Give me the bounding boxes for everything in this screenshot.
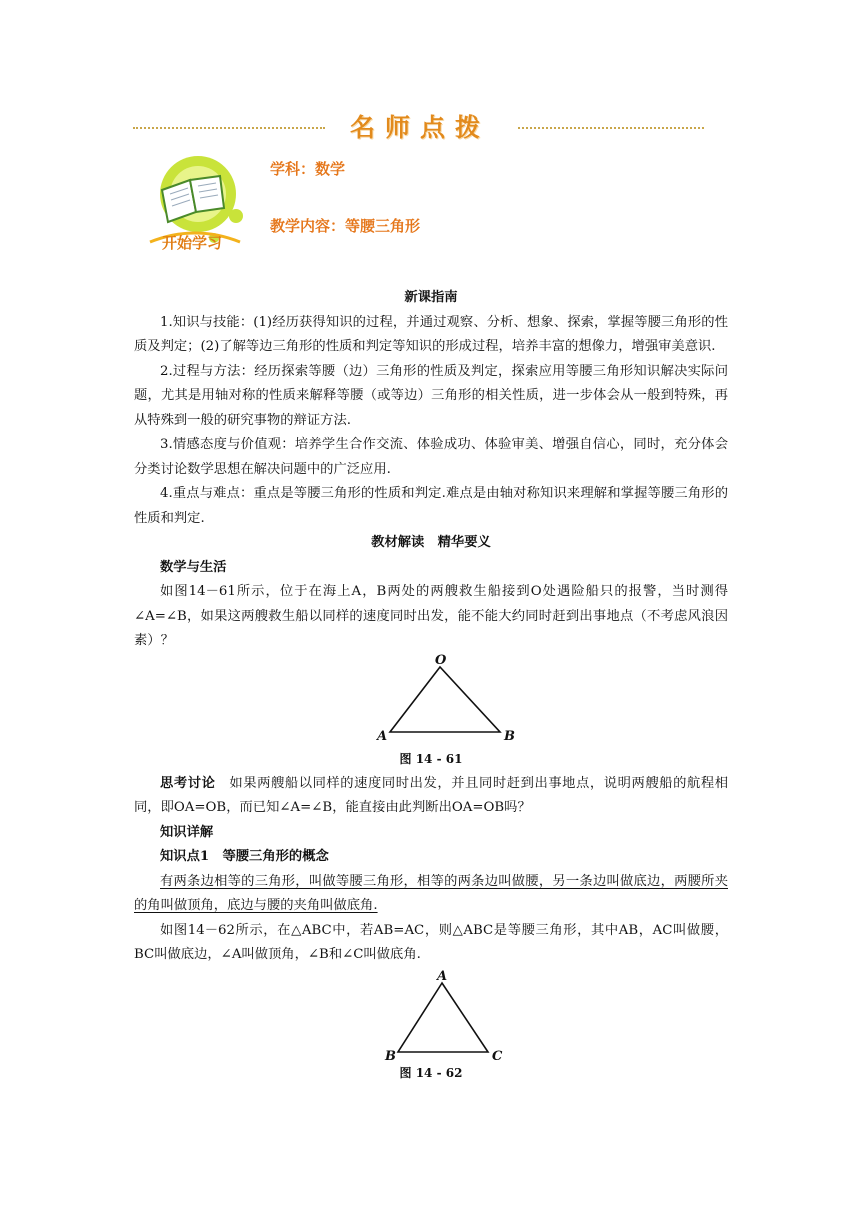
think-title: 思考讨论: [160, 775, 216, 791]
triangle-oab: [390, 667, 500, 732]
guide-item: 3.情感态度与价值观：培养学生合作交流、体验成功、体验审美、增强自信心，同时，充分体会分类讨论数学思想在解决问题中的广泛应用.: [134, 437, 728, 477]
triangle-abc: [398, 983, 488, 1052]
vertex-label-a: A: [437, 968, 448, 984]
guide-item: 2.过程与方法：经历探索等腰（边）三角形的性质及判定，探索应用等腰三角形知识解决实际问题，尤其是用轴对称的性质来解释等腰（或等边）三角形的相关性质，进一步体会从一般到特殊，再从特殊到一般的研究事物的辩证方法.: [134, 363, 728, 428]
vertex-label-a: A: [377, 728, 388, 744]
logo-text: 开始学习: [162, 234, 223, 252]
topic-line: 教学内容：等腰三角形: [270, 217, 421, 235]
vertex-label-b: B: [504, 728, 515, 744]
definition-text: 有两条边相等的三角形，叫做等腰三角形，相等的两条边叫做腰，另一条边叫做底边，两腰所夹的角叫做顶角，底边与腰的夹角叫做底角.: [134, 873, 728, 913]
think-text: 如果两艘船以同样的速度同时出发，并且同时赶到出事地点，说明两艘船的航程相同，即OA=OB，而已知∠A=∠B，能直接由此判断出OA=OB吗？: [134, 775, 729, 815]
banner-title: 名师点拨: [349, 113, 490, 142]
figure-caption: 图 14 - 62: [399, 1065, 463, 1080]
figure-14-62: [134, 968, 728, 1064]
vertex-label-b: B: [385, 1048, 396, 1064]
life-title: 数学与生活: [160, 559, 227, 575]
detail-title: 知识详解: [160, 824, 214, 840]
subject-line: 学科：数学: [270, 160, 346, 178]
figure-14-61: [134, 654, 728, 750]
figure-caption: 图 14 - 61: [399, 751, 463, 766]
section-banner: [0, 108, 860, 148]
guide-heading: 新课指南: [404, 290, 458, 305]
guide-item: 4.重点与难点：重点是等腰三角形的性质和判定.难点是由轴对称知识来理解和掌握等腰三角形的性质和判定.: [134, 486, 728, 526]
vertex-label-o: O: [435, 653, 447, 668]
example-text: 如图14－62所示，在△ABC中，若AB=AC，则△ABC是等腰三角形，其中AB，AC叫做腰，BC叫做底边，∠A叫做顶角，∠B和∠C叫做底角.: [134, 922, 728, 962]
think-paragraph: [134, 772, 728, 821]
vertex-label-c: C: [492, 1048, 503, 1064]
reading-heading: 教材解读 精华要义: [371, 535, 491, 550]
banner-dots-right: [518, 127, 704, 129]
guide-item: 1.知识与技能：(1)经历获得知识的过程，并通过观察、分析、想象、探索，掌握等腰三角形的性质及判定；(2)了解等边三角形的性质和判定等知识的形成过程，培养丰富的想像力，增强审美意识.: [134, 314, 728, 354]
document-body: [134, 286, 728, 1082]
life-text: 如图14－61所示，位于在海上A，B两处的两艘救生船接到O处遇险船只的报警，当时测得∠A=∠B，如果这两艘救生船以同样的速度同时出发，能不能大约同时赶到出事地点（不考虑风浪因素）？: [134, 584, 728, 648]
banner-dots-left: [133, 127, 325, 129]
point1-title: 知识点1 等腰三角形的概念: [160, 849, 329, 864]
